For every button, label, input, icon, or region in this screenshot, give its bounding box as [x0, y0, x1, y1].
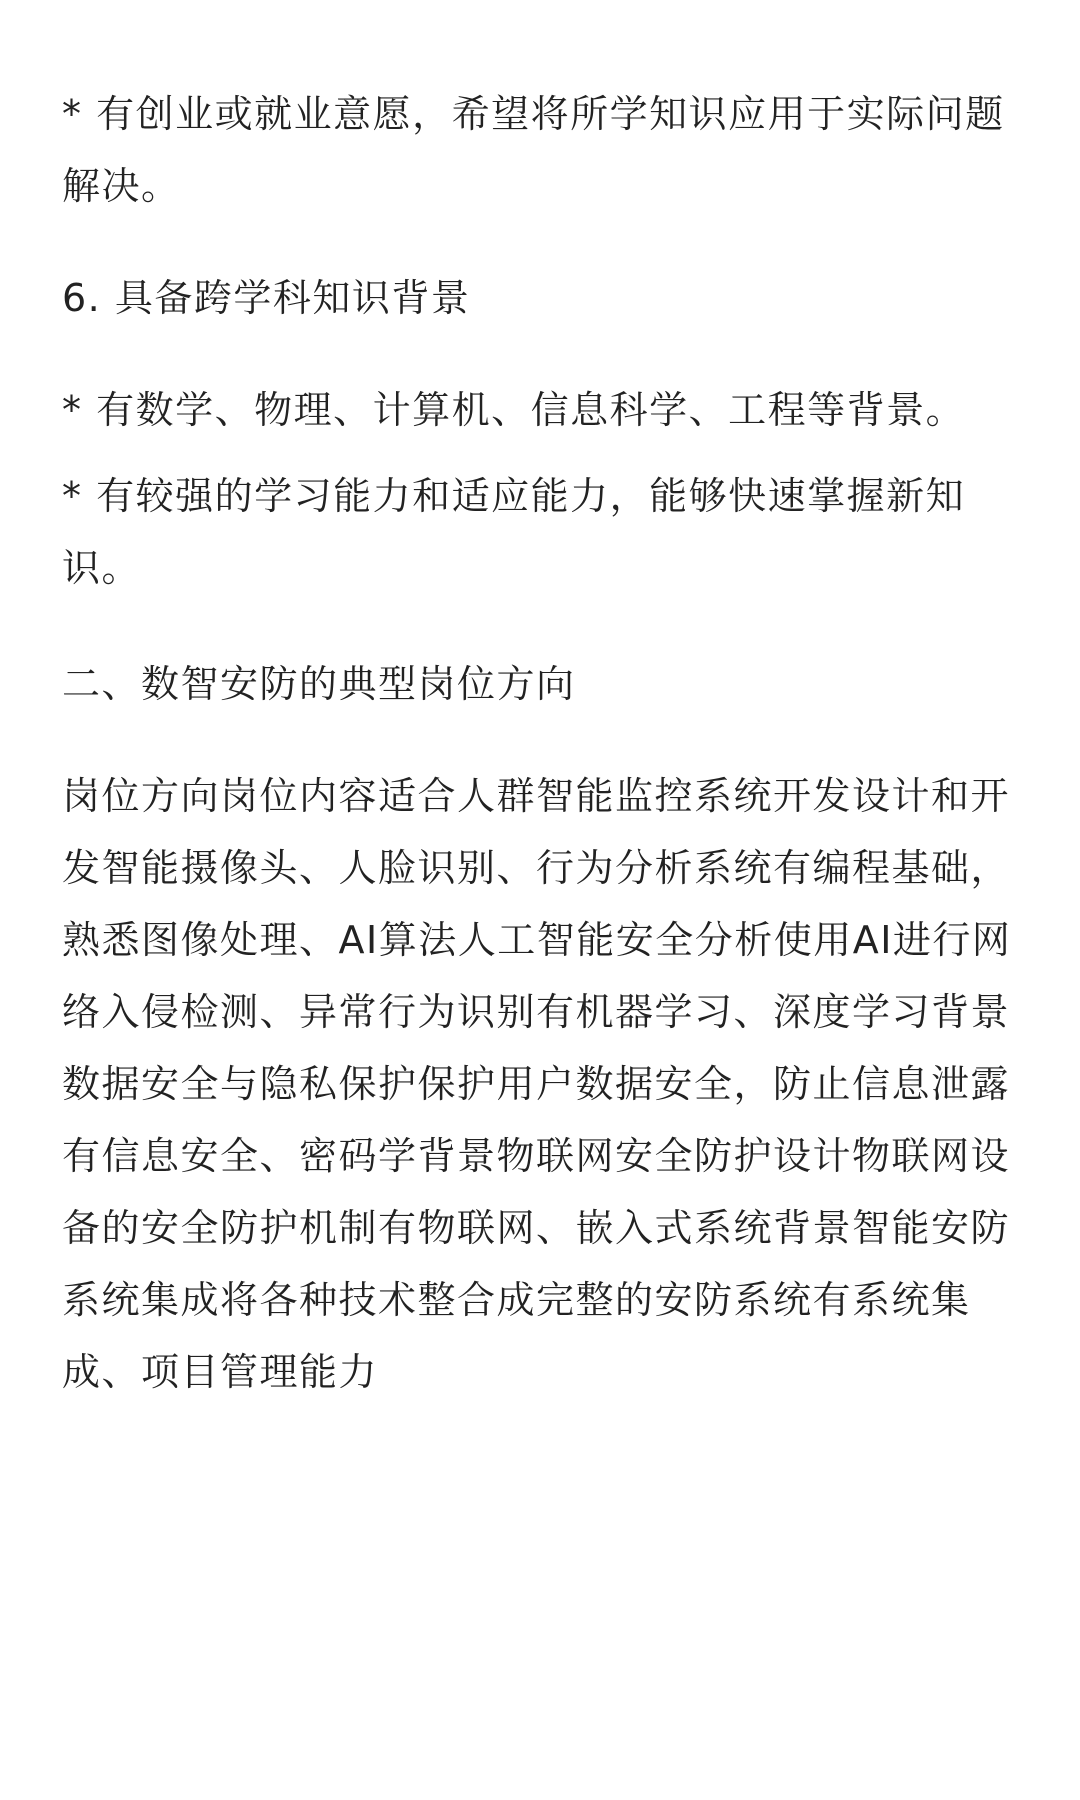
heading-6: 6. 具备跨学科知识背景: [62, 276, 471, 320]
bullet-practice: * 有创业或就业意愿，希望将所学知识应用于实际问题解决。: [62, 92, 1005, 208]
section-2-body: 岗位方向岗位内容适合人群智能监控系统开发设计和开发智能摄像头、人脸识别、行为分析系统有编程基础，熟悉图像处理、AI算法人工智能安全分析使用AI进行网络入侵检测、异常行为识别有机器学习、深度学习背景数据安全与隐私保护保护用户数据安全，防止信息泄露有信息安全、密码学背景物联网安全防护设计物联网设备的安全防护机制有物联网、嵌入式系统背景智能安防系统集成将各种技术整合成完整的安防系统有系统集成、项目管理能力: [62, 774, 1012, 1394]
bullet-learning: * 有较强的学习能力和适应能力，能够快速掌握新知识。: [62, 474, 966, 590]
bullet-background: * 有数学、物理、计算机、信息科学、工程等背景。: [62, 388, 966, 432]
article-content: [62, 78, 1022, 1408]
section-2-title: 二、数智安防的典型岗位方向: [62, 662, 576, 706]
